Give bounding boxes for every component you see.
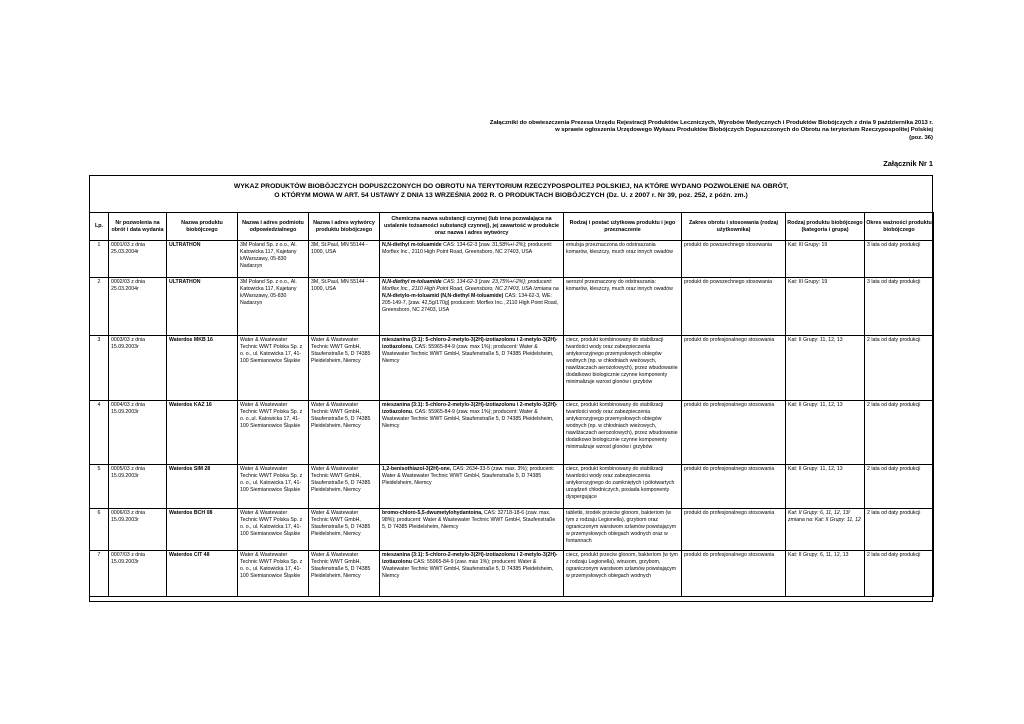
cell-category: Kat: II Grupy: 6, 11, 12, 13: [786, 551, 865, 597]
cell-manufacturer: Water & Wastewater Technic WWT GmbH, Staufenstraße 5, D 74385 Pleidelsheim, Niemcy: [309, 551, 380, 597]
cell-manufacturer: 3M, St.Paul, MN 55144 - 1000, USA: [309, 241, 380, 278]
cell-permit: 0007/03 z dnia 15.09.2003r: [109, 551, 167, 597]
cell-form: tabletki, środek przeciw glonom, bakteriom (w tym z rodzaju Legionella), grzybom oraz ograniczonym warstwom szlamów powstającym w przemysłowych obiegach wodnych oraz w fontannach: [564, 509, 682, 551]
header-validity: Okres ważności produktu biobójczego: [865, 213, 934, 241]
products-table: [89, 212, 934, 597]
cell-responsible: Water & Wastewater Technic WWT Polska Sp. z o. o., ul. Katowicka 17, 41-100 Siemianowice Śląskie: [238, 465, 309, 509]
chemical-name: 1,2-benisothiazol-3(2H)-one,: [382, 466, 452, 472]
cell-manufacturer: Water & Wastewater Technic WWT GmbH, Staufenstraße 5, D 74385 Pleidelsheim, Niemcy: [309, 509, 380, 551]
cell-chemical: [380, 465, 564, 509]
table-row: [90, 336, 934, 401]
table-row: [90, 465, 934, 509]
cell-scope: produkt do profesjonalnego stosowania: [682, 401, 786, 465]
cell-permit: 0005/03 z dnia 15.09.2003r: [109, 465, 167, 509]
header-note: [380, 120, 933, 142]
header-responsible: Nazwa i adres podmiotu odpowiedzialnego: [238, 213, 309, 241]
chemical-details: , CAS: 55965-84-9 (zaw. max 1%); producent: Water & Wastewater Technic WWT GmbH, Staufenstraße 5, D 74385 Pleidelsheim, Niemcy: [382, 409, 554, 429]
cell-form: emulsja przeznaczona do odstraszania komarów, kleszczy, much oraz innych owadów: [564, 241, 682, 278]
cell-responsible: Water & Wastewater Technic WWT Polska Sp. z o. o., ul. Katowicka 17, 41-100 Siemianowice Śląskie: [238, 551, 309, 597]
cell-category: Kat: II Grupy: 11, 12, 13: [786, 336, 865, 401]
chemical-details: CAS: 134-62-3 [zaw. 31,58%+/-2%]; producent: Morflex Inc., 2110 High Point Road, Greensboro, NC 27403, USA: [382, 242, 553, 255]
cell-chemical: [380, 336, 564, 401]
cell-validity: 2 lata od daty produkcji: [865, 551, 934, 597]
cell-lp: 1: [90, 241, 109, 278]
chemical-details: CAS: 134-62-3 [zaw. 23,75%+/-2%]; producent: Morflex Inc., 2110 High Point Road, Greensboro, NC 27403, USA /zmiana na: [382, 279, 559, 292]
table-row: [90, 241, 934, 278]
cell-form: aerozol przeznaczony do odstraszania: komarów, kleszczy, much oraz innych owadów: [564, 278, 682, 336]
cell-product-name: Waterdos MKB 16: [167, 336, 238, 401]
cell-category: Kat: III Grupy: 19: [786, 278, 865, 336]
chemical-name-changed: N,N-dietylo-m-toluamid (N,N-diethyl M-toluamide): [382, 293, 504, 299]
table-row: [90, 551, 934, 597]
cell-form: ciecz, produkt kombinowany do stabilizacji twardości wody oraz zabezpieczenia antykorozyjnego przemysłowych obiegów wodnych (np. w chłodniach wieżowych, nawilżaczach aerozolowych), przez wbudowanie dodatkowo biologicznie czynne komponenty minimalizuje wzrost glonów i grzybów: [564, 336, 682, 401]
chemical-name: bromo-chloro-5,5-dwumetylohydantoina,: [382, 510, 483, 516]
cell-manufacturer: Water & Wastewater Technic WWT GmbH, Staufenstraße 5, D 74385 Pleidelsheim, Niemcy: [309, 465, 380, 509]
cell-validity: 2 lata od daty produkcji: [865, 509, 934, 551]
cell-permit: 0006/03 z dnia 15.09.2003r: [109, 509, 167, 551]
cell-responsible: Water & Wastewater Technic WWT Polska Sp. z o. o., ul. Katowicka 17, 41-100 Siemianowice Śląskie: [238, 336, 309, 401]
cell-lp: 6: [90, 509, 109, 551]
chemical-name: mieszanina (3:1): 5-chloro-2-metylo-3(2H)-izotiazolonu i 2-metylo-3(2H)-izotiazolonu: [382, 337, 558, 350]
cell-form: ciecz, produkt przeciw glonom, bakteriom (w tym z rodzaju Legionella), wirusom, grzybom, ograniczonym warstwom szlamów powstającym w przemysłowych obiegach wodnych: [564, 551, 682, 597]
cell-scope: produkt do profesjonalnego stosowania: [682, 465, 786, 509]
cell-scope: produkt do profesjonalnego stosowania: [682, 336, 786, 401]
chemical-details: CAS: 2634-33-5 (zaw. max. 3%); producent: Water & Wastewater Technic WWT GmbH, Staufenstraße 5, D 74385 Pleidelsheim, Niemcy: [382, 466, 555, 486]
cell-chemical: [380, 241, 564, 278]
cell-lp: 2: [90, 278, 109, 336]
header-note-line-3: (poz. 36): [909, 134, 933, 141]
cell-scope: produkt do powszechnego stosowania: [682, 278, 786, 336]
cell-product-name: ULTRATHON: [167, 241, 238, 278]
cell-lp: 5: [90, 465, 109, 509]
cell-chemical: [380, 509, 564, 551]
header-permit: Nr pozwolenia na obrót i data wydania: [109, 213, 167, 241]
cell-form: ciecz, produkt kombinowany do stabilizacji twardości wody oraz zabezpieczenia antykorozyjnego przemysłowych obiegów wodnych (np. w chłodniach wieżowych, nawilżaczach aerozolowych), przez wbudowanie dodatkowo biologicznie czynne komponenty minimalizuje wzrost glonów i grzybów: [564, 401, 682, 465]
header-note-line-2: w sprawie ogłoszenia Urzędowego Wykazu Produktów Biobójczych Dopuszczonych do Obrotu na terytorium Rzeczypospolitej Polskiej: [555, 127, 933, 134]
cell-chemical: [380, 551, 564, 597]
cell-validity: 2 lata od daty produkcji: [865, 465, 934, 509]
cell-product-name: Waterdos BCH 08: [167, 509, 238, 551]
header-manufacturer: Nazwa i adres wytwórcy produktu biobójczego: [309, 213, 380, 241]
header-chemical: Chemiczna nazwa substancji czynnej (lub inna pozwalająca na ustalenie tożsamości substancji czynnej), jej zawartość w produkcie oraz nazwa i adres wytwórcy: [380, 213, 564, 241]
cell-lp: 4: [90, 401, 109, 465]
annex-label: Załącznik Nr 1: [883, 159, 933, 168]
document-title-line-1: WYKAZ PRODUKTÓW BIOBÓJCZYCH DOPUSZCZONYCH DO OBROTU NA TERYTORIUM RZECZYPOSPOLITEJ POLSKIEJ, NA KTÓRE WYDANO POZWOLENIE NA OBRÓT,: [233, 183, 789, 190]
cell-scope: produkt do powszechnego stosowania: [682, 241, 786, 278]
chemical-name: mieszanina (3:1): 5-chloro-2-metylo-3(2H)-izotiazolonu i 2-metylo-3(2H)-izotiazolonu: [382, 402, 558, 415]
cell-lp: 7: [90, 551, 109, 597]
cell-product-name: Waterdos KAZ 16: [167, 401, 238, 465]
cell-lp: 3: [90, 336, 109, 401]
cell-validity: 3 lata od daty produkcji: [865, 241, 934, 278]
cell-validity: 2 lata od daty produkcji: [865, 401, 934, 465]
table-row: [90, 401, 934, 465]
cell-permit: 0002/03 z dnia 25.03.2004r: [109, 278, 167, 336]
cell-responsible: 3M Poland Sp. z o.o., Al. Katowicka 117, Kajetany k/Warszawy, 05-830 Nadarzyn: [238, 278, 309, 336]
cell-permit: 0001/03 z dnia 25.03.2004r: [109, 241, 167, 278]
table-header-row: [90, 213, 934, 241]
header-scope: Zakres obrotu i stosowania (rodzaj użytkownika): [682, 213, 786, 241]
cell-responsible: Water & Wastewater Technic WWT Polska Sp. z o. o., ul. Katowicka 17, 41-100 Siemianowice Śląskie: [238, 509, 309, 551]
cell-chemical: [380, 401, 564, 465]
table-row: [90, 509, 934, 551]
chemical-details: CAS: 32718-18-6 (zaw. max. 98%); producent: Water & Wastewater Technic WWT GmbH, Staufenstraße 5, D 74385 Pleidelsheim, Niemcy: [382, 510, 556, 530]
cell-form: ciecz, produkt kombinowany do stabilizacji twardości wody oraz zabezpieczenia antykorozyjnego do zamkniętych i półotwartych urządzeń chłodniczych, posiada komponenty dyspergujące: [564, 465, 682, 509]
cell-product-name: Waterdos CIT 48: [167, 551, 238, 597]
cell-validity: 2 lata od daty produkcji: [865, 336, 934, 401]
cell-permit: 0003/03 z dnia 15.09.2003r: [109, 336, 167, 401]
document-title: [89, 183, 933, 201]
header-category: Rodzaj produktu biobójczego (kategoria i grupa): [786, 213, 865, 241]
chemical-name: N,N-diethyl m-toluamide: [382, 279, 442, 285]
cell-manufacturer: Water & Wastewater Technic WWT GmbH, Staufenstraße 5, D 74385 Pleidelsheim, Niemcy: [309, 401, 380, 465]
cell-product-name: Waterdos SIM 28: [167, 465, 238, 509]
header-form: Rodzaj i postać użytkowa produktu i jego przeznaczenie: [564, 213, 682, 241]
table-row: [90, 278, 934, 336]
header-lp: Lp.: [90, 213, 109, 241]
cell-chemical: [380, 278, 564, 336]
cell-scope: produkt do profesjonalnego stosowania: [682, 551, 786, 597]
cell-category: Kat: III Grupy: 19: [786, 241, 865, 278]
document-title-line-2: O KTÓRYM MOWA W ART. 54 USTAWY Z DNIA 13 WRZEŚNIA 2002 R. O PRODUKTACH BIOBÓJCZYCH (Dz. U. z 2007 r. Nr 39, poz. 252, z późn. zm.): [274, 191, 748, 199]
cell-responsible: 3M Poland Sp. z o.o., Al. Katowicka 117, Kajetany k/Warszawy, 05-830 Nadarzyn: [238, 241, 309, 278]
cell-category: Kat: II Grupy: 6, 11, 12, 13/ zmiana na: Kat: II Grupy: 11, 12: [786, 509, 865, 551]
chemical-name: mieszanina (3:1): 5-chloro-2-metylo-3(2H)-izotiazolonu i 2-metylo-3(2H)-izotiazolonu: [382, 552, 558, 565]
chemical-details: , CAS: 55965-84-9 (zaw. max 1%); producent: Water & Wastewater Technic WWT GmbH, Staufenstraße 5, D 74385 Pleidelsheim, Niemcy: [382, 344, 554, 364]
cell-responsible: Water & Wastewater Technic WWT Polska Sp. z o. o.,ul. Katowicka 17, 41-100 Siemianowice Śląskie: [238, 401, 309, 465]
cell-validity: 3 lata od daty produkcji: [865, 278, 934, 336]
cell-scope: produkt do profesjonalnego stosowania: [682, 509, 786, 551]
cell-permit: 0004/03 z dnia 15.09.2003r: [109, 401, 167, 465]
cell-manufacturer: 3M, St.Paul, MN 55144 - 1000, USA: [309, 278, 380, 336]
header-product-name: Nazwa produktu biobójczego: [167, 213, 238, 241]
header-note-line-1: Załączniki do obwieszczenia Prezesa Urzędu Rejestracji Produktów Leczniczych, Wyrobów Medycznych i Produktów Biobójczych z dnia 9 października 2013 r.: [489, 120, 933, 126]
cell-category: Kat: II Grupy: 11, 12, 13: [786, 465, 865, 509]
chemical-name: N,N-diethyl m-toluamide: [382, 242, 442, 248]
cell-product-name: ULTRATHON: [167, 278, 238, 336]
chemical-details: CAS: 55965-84-9 (zaw. max 1%); producent: Water & Wastewater Technic WWT GmbH, Staufenstraße 5, D 74385 Pleidelsheim, Niemcy: [382, 559, 554, 579]
cell-manufacturer: Water & Wastewater Technic WWT GmbH, Staufenstraße 5, D 74385 Pleidelsheim, Niemcy: [309, 336, 380, 401]
cell-category: Kat: II Grupy: 11, 12, 13: [786, 401, 865, 465]
chemical-details-changed: CAS: 134-62-3, WE: 205-149-7, [zaw. 42,5g/170g] producent: Morflex Inc., 2110 High Point Road, Greensboro, NC 27403, USA: [382, 293, 559, 313]
